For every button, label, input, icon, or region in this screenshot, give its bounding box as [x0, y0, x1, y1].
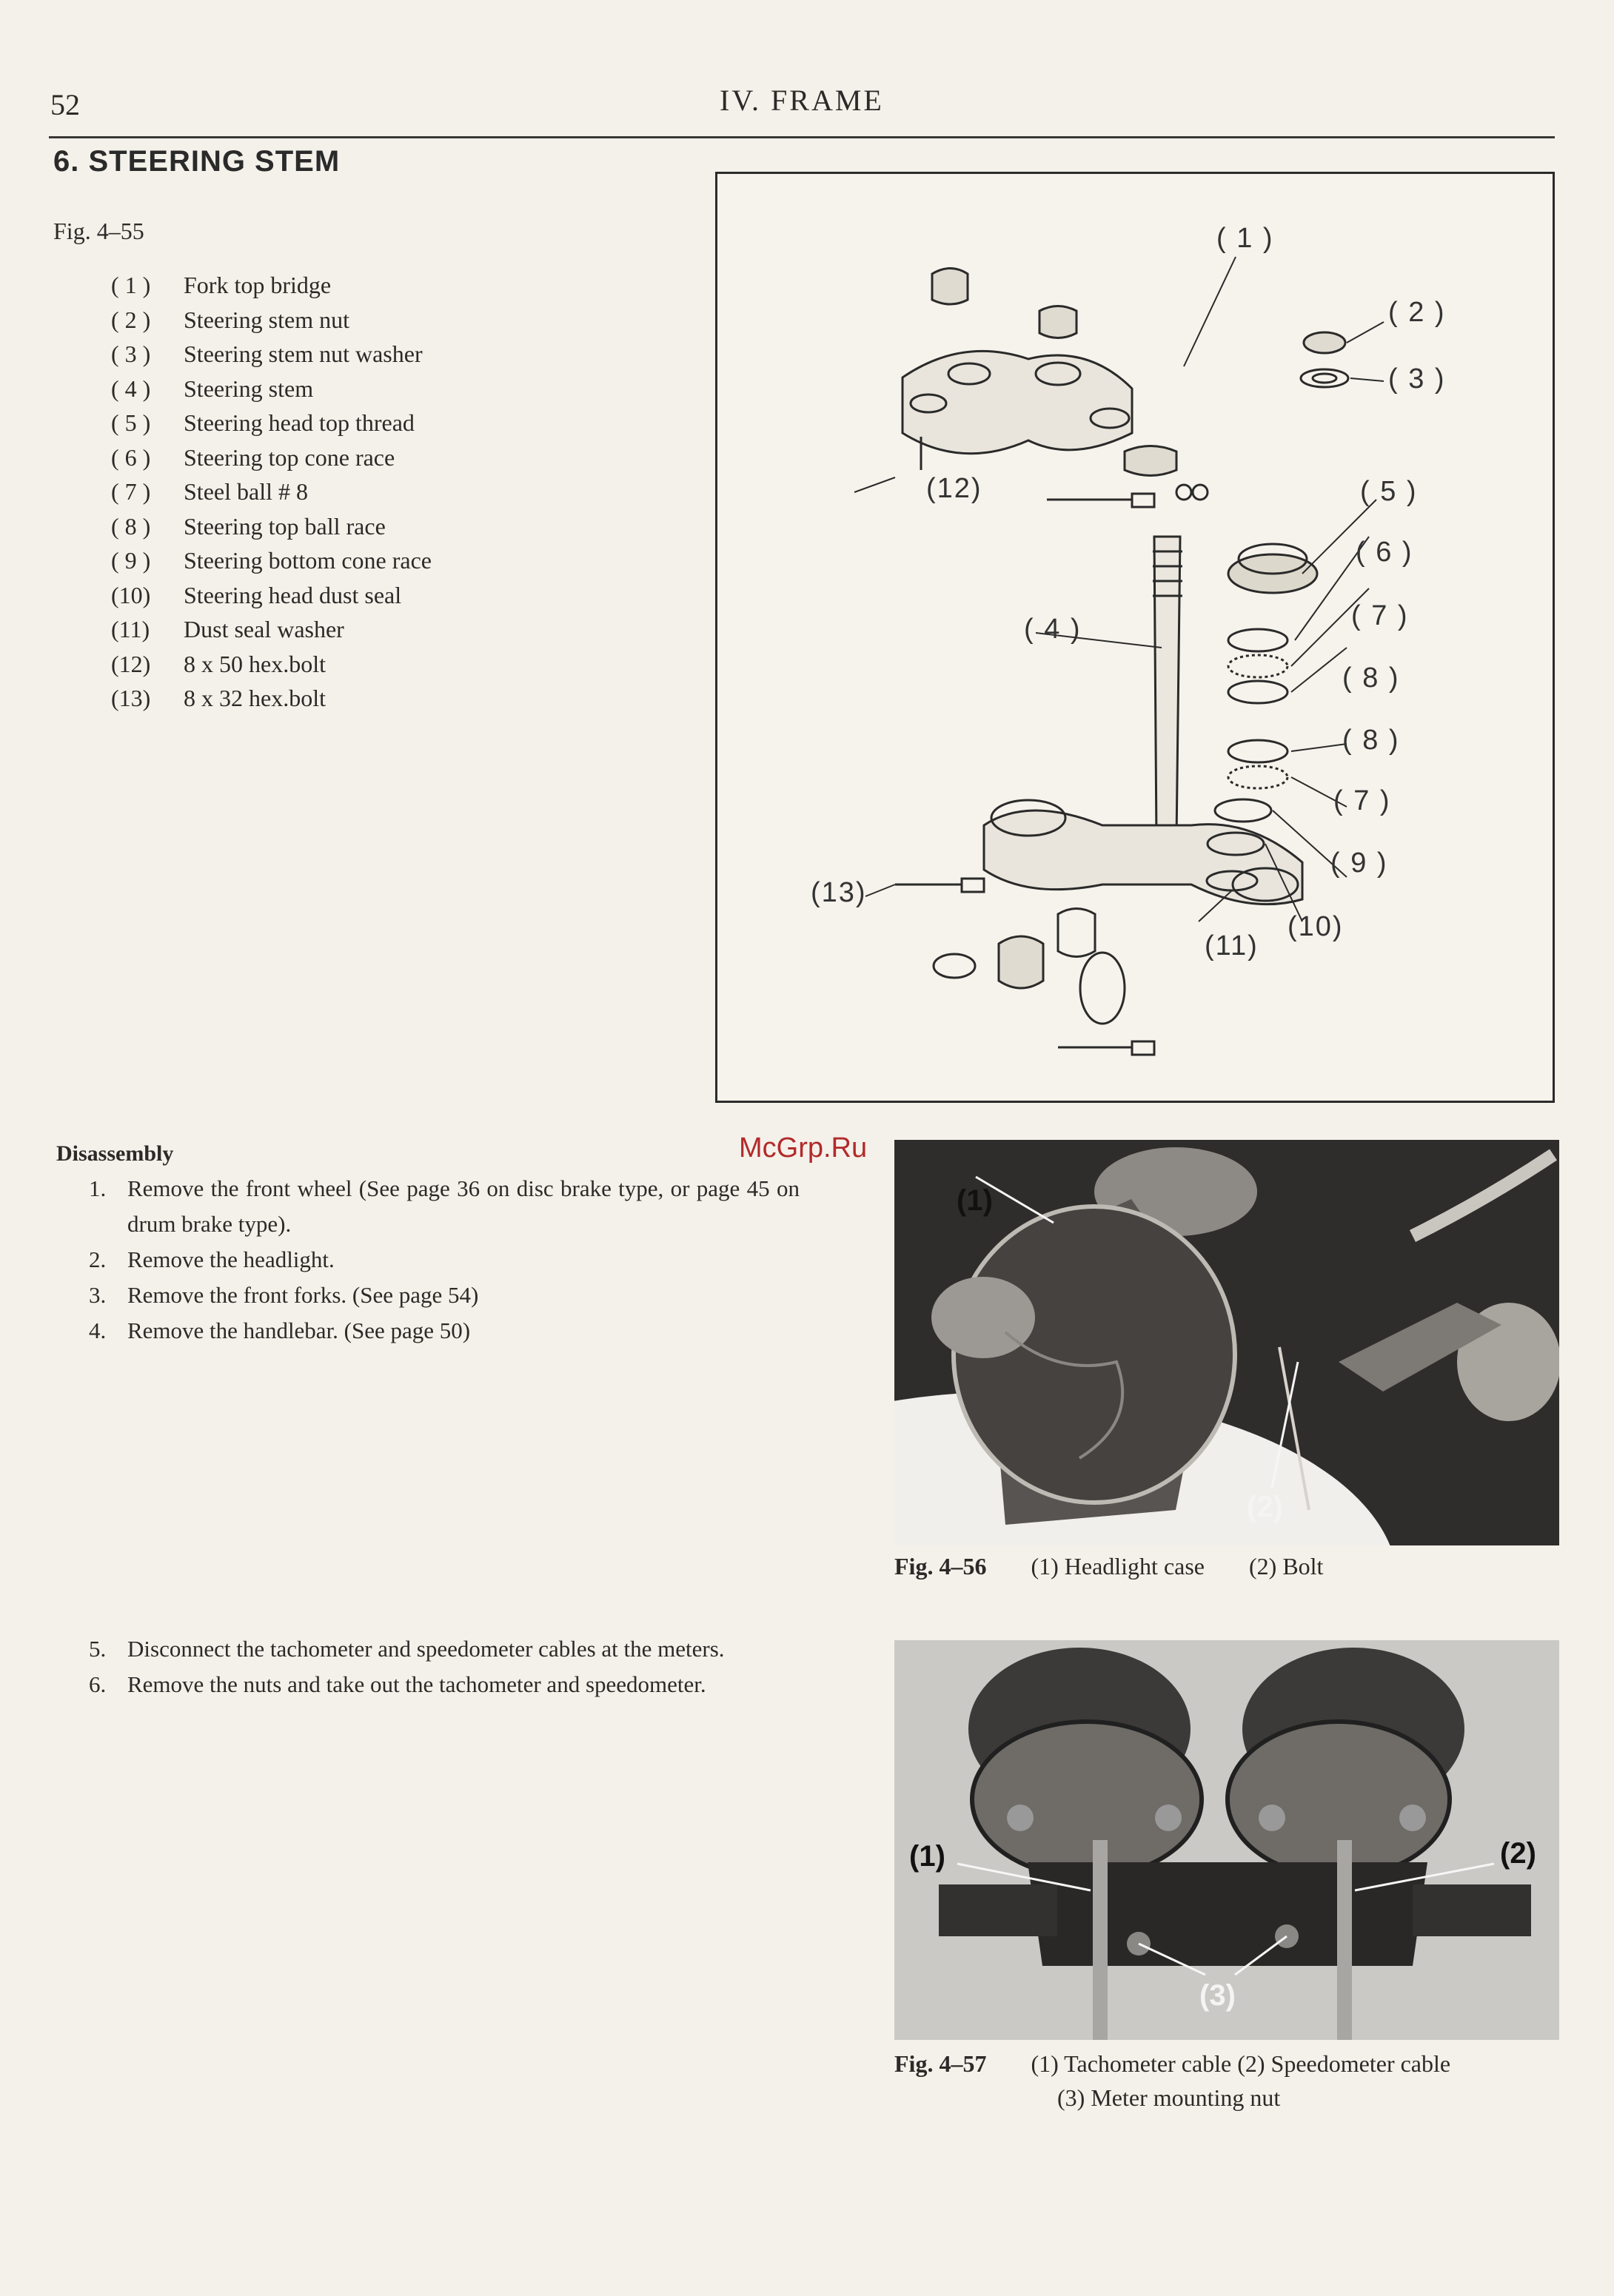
step-text: Remove the handlebar. (See page 50) — [127, 1317, 471, 1343]
diagram-label: ( 5 ) — [1360, 476, 1418, 507]
part-name: Steering top cone race — [184, 443, 395, 471]
list-item — [89, 1171, 800, 1242]
watermark: McGrp.Ru — [739, 1132, 868, 1164]
disassembly-heading: Disassembly — [56, 1141, 174, 1166]
part-number: ( 8 ) — [111, 512, 151, 540]
part-name: Steering top ball race — [184, 512, 386, 540]
part-name: Steering head dust seal — [184, 581, 402, 608]
part-number: ( 2 ) — [111, 306, 151, 333]
fig-4-56-photo — [894, 1140, 1559, 1545]
diagram-label: (12) — [926, 473, 982, 504]
diagram-label: ( 7 ) — [1333, 785, 1391, 816]
fig-4-55-label: Fig. 4–55 — [53, 218, 144, 244]
fig-4-56-caption — [894, 1553, 1323, 1580]
headlight-photo-illustration — [894, 1140, 1559, 1545]
caption-item: (1) Headlight case — [1031, 1553, 1205, 1580]
caption-line: (3) Meter mounting nut — [1057, 2084, 1281, 2111]
part-name: Steering bottom cone race — [184, 547, 432, 574]
part-name: Dust seal washer — [184, 616, 344, 642]
part-number: (11) — [111, 616, 150, 642]
parts-list-item — [111, 681, 432, 716]
diagram-label: ( 1 ) — [1216, 223, 1274, 254]
photo-callout: (2) — [1500, 1837, 1536, 1870]
step-number: 3. — [89, 1282, 107, 1308]
page-number: 52 — [50, 88, 80, 121]
part-number: ( 9 ) — [111, 547, 151, 574]
fig-4-57-caption — [894, 2050, 1450, 2078]
part-number: ( 6 ) — [111, 443, 151, 471]
parts-list-item — [111, 578, 432, 613]
parts-list-item — [111, 372, 432, 406]
parts-list-item — [111, 474, 432, 509]
part-name: Steering stem — [184, 375, 314, 402]
diagram-label: ( 4 ) — [1024, 614, 1082, 645]
parts-list — [111, 268, 432, 716]
caption-line: (1) Tachometer cable (2) Speedometer cable — [1031, 2050, 1451, 2077]
disassembly-steps-1-4 — [89, 1171, 800, 1349]
parts-list-item — [111, 647, 432, 682]
list-item — [89, 1631, 800, 1667]
part-name: 8 x 32 hex.bolt — [184, 685, 326, 711]
parts-list-item — [111, 406, 432, 440]
step-number: 2. — [89, 1246, 107, 1272]
running-title: IV. FRAME — [720, 84, 884, 117]
diagram-label: ( 3 ) — [1388, 363, 1446, 395]
disassembly-steps-5-6 — [89, 1631, 800, 1702]
caption-item: (2) Bolt — [1249, 1553, 1324, 1580]
fig-4-56-label: Fig. 4–56 — [894, 1553, 987, 1580]
step-number: 4. — [89, 1317, 107, 1343]
part-name: Steel ball # 8 — [184, 478, 308, 505]
parts-list-item — [111, 303, 432, 338]
part-name: Steering head top thread — [184, 409, 415, 436]
step-text: Disconnect the tachometer and speedometer cables at the meters. — [127, 1636, 725, 1662]
step-text: Remove the front wheel (See page 36 on disc brake type, or page 45 on drum brake type). — [127, 1175, 800, 1237]
header-rule — [49, 136, 1555, 138]
part-name: Steering stem nut washer — [184, 340, 423, 367]
step-number: 6. — [89, 1671, 107, 1697]
part-name: 8 x 50 hex.bolt — [184, 650, 326, 677]
diagram-label: ( 8 ) — [1342, 662, 1400, 694]
part-number: (13) — [111, 685, 151, 711]
photo-callout: (1) — [957, 1184, 993, 1217]
parts-list-item — [111, 268, 432, 303]
step-text: Remove the headlight. — [127, 1246, 335, 1272]
step-number: 1. — [89, 1175, 107, 1201]
step-number: 5. — [89, 1636, 107, 1662]
part-number: ( 3 ) — [111, 340, 151, 367]
part-number: ( 7 ) — [111, 478, 151, 505]
part-name: Fork top bridge — [184, 272, 332, 298]
part-number: (10) — [111, 581, 151, 608]
diagram-label: ( 9 ) — [1330, 847, 1388, 879]
diagram-label: ( 8 ) — [1342, 725, 1400, 756]
diagram-label: ( 2 ) — [1388, 297, 1446, 328]
step-text: Remove the front forks. (See page 54) — [127, 1282, 479, 1308]
parts-list-item — [111, 440, 432, 475]
step-text: Remove the nuts and take out the tachometer and speedometer. — [127, 1671, 706, 1697]
part-number: ( 5 ) — [111, 409, 151, 436]
photo-callout: (2) — [1247, 1491, 1283, 1523]
part-number: (12) — [111, 650, 151, 677]
part-number: ( 4 ) — [111, 375, 151, 402]
parts-list-item — [111, 337, 432, 372]
list-item — [89, 1278, 800, 1313]
list-item — [89, 1667, 800, 1702]
diagram-label: (10) — [1287, 911, 1344, 942]
fig-4-57-photo — [894, 1640, 1559, 2040]
fig-4-57-label: Fig. 4–57 — [894, 2050, 987, 2077]
parts-list-item — [111, 509, 432, 544]
photo-callout: (3) — [1199, 1979, 1236, 2012]
part-number: ( 1 ) — [111, 272, 151, 298]
photo-callout: (1) — [909, 1840, 945, 1873]
steering-stem-exploded-diagram — [715, 172, 1555, 1103]
section-title: 6. STEERING STEM — [53, 145, 341, 178]
parts-list-item — [111, 543, 432, 578]
diagram-label: (11) — [1205, 930, 1259, 961]
diagram-label: ( 7 ) — [1351, 600, 1409, 631]
part-name: Steering stem nut — [184, 306, 349, 333]
list-item — [89, 1242, 800, 1278]
diagram-label: (13) — [811, 877, 867, 908]
diagram-label: ( 6 ) — [1356, 537, 1413, 568]
list-item — [89, 1313, 800, 1349]
parts-list-item — [111, 612, 432, 647]
